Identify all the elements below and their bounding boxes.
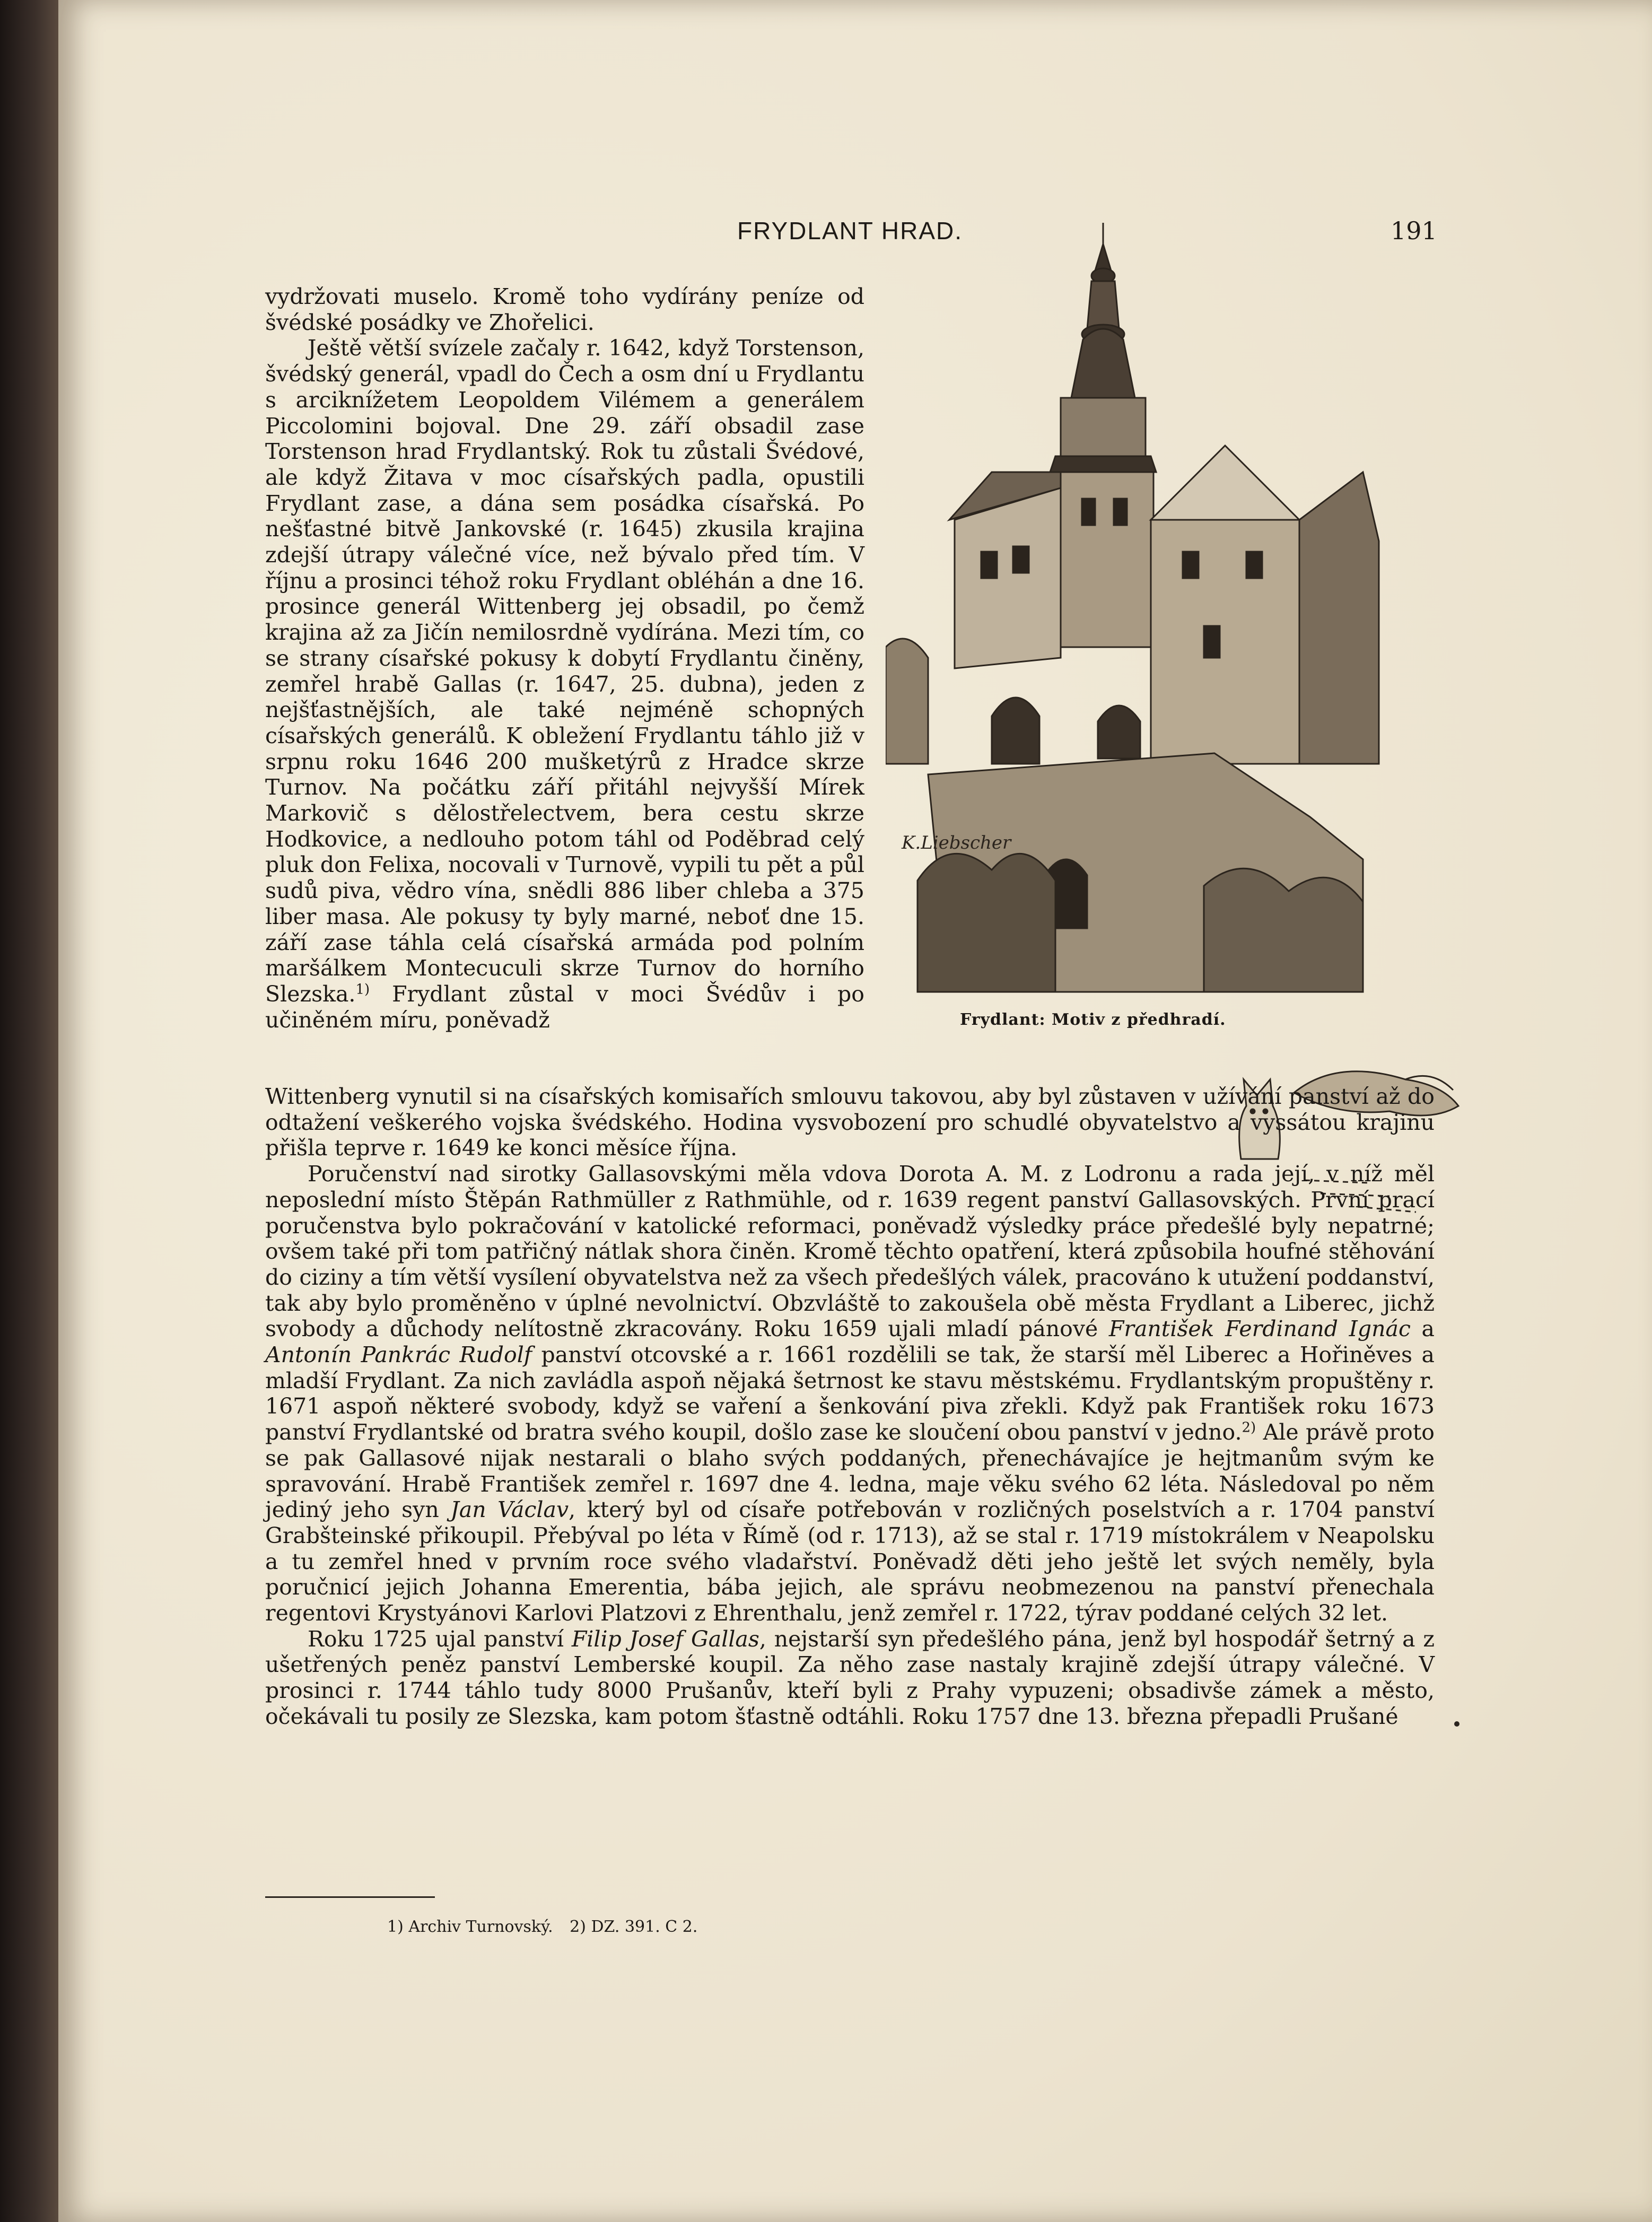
paragraph: Poručenství nad sirotky Gallasovskými měla vdova Dorota A. M. z Lodronu a rada její, v níž měl neposlední místo Štěpán Rathmüller z Rathmühle, od r. 1639 regent panství Gallasovských. První prací poručenstva bylo pokračování v katolické reformaci, poněvadž výsledky práce předešlé byly nepatrné; ovšem také při tom patřičný nátlak shora činěn. Kromě těchto opatření, která způsobila houfné stěhování do ciziny a tím větší vysílení obyvatelstva než za všech předešlých válek, pracováno k utužení poddanství, tak aby bylo proměněno v úplné nevolnictví. Obzvláště to zakoušela obě města Frydlant a Liberec, jichž svobody a důchody nelítostně zkracovány. Roku 1659 ujali mladí pánové František Ferdinand Ignác a Antonín Pankrác Rudolf panství otcovské a r. 1661 rozdělili se tak, že starší měl Liberec a Hořiněves a mladší Frydlant. Za nich zavládla aspoň nějaká šetrnost ke stavu městskému. Frydlantským propuštěny r. 1671 aspoň některé svobody, když se vaření a šenkování piva zřekli. Když pak František roku 1673 panství Frydlantské od bratra svého koupil, došlo zase ke sloučení obou panství v jedno.$^{2)}$ Ale právě proto se pak Gallasové nijak nestarali o blaho svých poddaných, přenechávajíce je hejtmanům svým ke spravování. Hrabě František zemřel r. 1697 dne 4. ledna, maje věku svého 62 léta. Následoval po něm jediný jeho syn Jan Václav, který byl od císaře potřebován v rozličných poselstvích a r. 1704 panství Grabšteinské přikoupil. Přebýval po léta v Římě (od r. 1713), až se stal r. 1719 místokrálem v Neapolsku a tu zemřel hned v prvním roce svého vladařství. Poněvadž děti jeho ještě let svých neměly, byla poručnicí jejich Johanna Emerentia, bába jejich, ale správu neobmezenou na panství přenechala regentovi Krystyánovi Karlovi Platzovi z Ehrenthalu, jenž zemřel r. 1722, týrav poddané celých 32 let.: [265, 1161, 1435, 1626]
castle-illustration: [886, 223, 1421, 1018]
person-name: Filip Josef Gallas: [571, 1626, 759, 1652]
left-column-text: [265, 284, 864, 1033]
page-title: FRYDLANT HRAD.: [737, 217, 963, 245]
footnote: 2) DZ. 391. C 2.: [570, 1918, 698, 1936]
person-name: Jan Václav: [450, 1497, 569, 1523]
footnote-ref: 2): [1242, 1419, 1256, 1436]
person-name: Antonín Pankrác Rudolf: [265, 1342, 532, 1368]
footnote-divider: [265, 1896, 435, 1898]
footnote: 1) Archiv Turnovský.: [387, 1918, 553, 1936]
book-spine: [0, 0, 58, 2222]
artist-signature: K.Liebscher: [902, 832, 1011, 853]
illustration-caption: Frydlant: Motiv z předhradí.: [960, 1010, 1226, 1029]
page-number: 191: [1391, 216, 1437, 245]
paragraph: vydržovati muselo. Kromě toho vydírány peníze od švédské posádky ve Zhořelici.: [265, 284, 864, 335]
paragraph: Wittenberg vynutil si na císařských komisařích smlouvu takovou, aby byl zůstaven v užívání panství až do odtažení veškerého vojska švédského. Hodina vysvobození pro schudlé obyvatelstvo a vyssátou krajinu přišla teprve r. 1649 ke konci měsíce října.: [265, 1084, 1435, 1161]
full-width-text: [265, 1084, 1435, 1730]
person-name: František Ferdinand Ignác: [1108, 1316, 1411, 1342]
book-page: [58, 0, 1652, 2222]
footnote-ref: 1): [355, 981, 370, 998]
paragraph: Ještě větší svízele začaly r. 1642, když Torstenson, švédský generál, vpadl do Čech a osm dní u Frydlantu s arciknížetem Leopoldem Vilémem a generálem Piccolomini bojoval. Dne 29. září obsadil zase Torstenson hrad Frydlantský. Rok tu zůstali Švédové, ale když Žitava v moc císařských padla, opustili Frydlant zase, a dána sem posádka císařská. Po nešťastné bitvě Jankovské (r. 1645) zkusila krajina zdejší útrapy válečné více, než bývalo před tím. V říjnu a prosinci téhož roku Frydlant obléhán a dne 16. prosince generál Wittenberg jej obsadil, po čemž krajina až za Jičín nemilosrdně vydírána. Mezi tím, co se strany císařské pokusy k dobytí Frydlantu činěny, zemřel hrabě Gallas (r. 1647, 25. dubna), jeden z nejšťastnějších, ale také nejméně schopných císařských generálů. K obležení Frydlantu táhlo již v srpnu roku 1646 200 mušketýrů z Hradce skrze Turnov. Na počátku září přitáhl nejvyšší Mírek Markovič s dělostřelectvem, bera cestu skrze Hodkovice, a nedlouho potom táhl od Poděbrad celý pluk don Felixa, nocovali v Turnově, vypili tu pět a půl sudů piva, vědro vína, snědli 886 liber chleba a 375 liber masa. Ale pokusy ty byly marné, neboť dne 15. září zase táhla celá císařská armáda pod polním maršálkem Montecuculi skrze Turnov do horního Slezska.$^{1)}$ Frydlant zůstal v moci Švédův i po učiněném míru, poněvadž: [265, 335, 864, 1033]
margin-dot: [1454, 1721, 1459, 1727]
paragraph: Roku 1725 ujal panství Filip Josef Gallas, nejstarší syn předešlého pána, jenž byl hospodář šetrný a z ušetřených peněz panství Lemberské koupil. Za něho zase nastaly krajině zdejší útrapy válečné. V prosinci r. 1744 táhlo tudy 8000 Prušanův, kteří byli z Prahy vypuzeni; obsadivše zámek a město, očekávali tu posily ze Slezska, kam potom šťastně odtáhli. Roku 1757 dne 13. března přepadli Prušané: [265, 1626, 1435, 1729]
footnotes: [387, 1918, 709, 1936]
